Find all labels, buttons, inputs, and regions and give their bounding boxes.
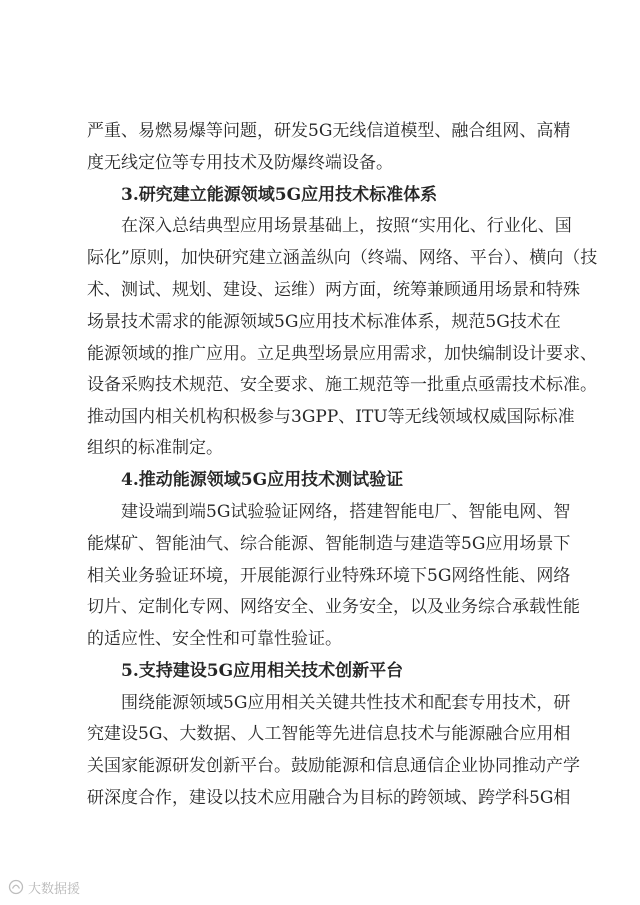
paragraph-line: 的适应性、安全性和可靠性验证。 xyxy=(87,629,342,649)
watermark-text: 大数据援 xyxy=(28,881,81,897)
paragraph-line: 在深入总结典型应用场景基础上，按照“实用化、行业化、国 xyxy=(121,216,572,236)
paragraph-line: 严重、易燃易爆等问题，研发5G无线信道模型、融合组网、高精 xyxy=(87,121,571,141)
section-heading: 4.推动能源领域5G应用技术测试验证 xyxy=(121,470,404,490)
paragraph-line: 推动国内相关机构积极参与3GPP、ITU等无线领域权威国际标准 xyxy=(87,407,575,427)
paragraph-line: 度无线定位等专用技术及防爆终端设备。 xyxy=(87,153,393,173)
logo-icon xyxy=(8,879,24,895)
paragraph-line: 组织的标准制定。 xyxy=(87,438,223,458)
section-heading: 3.研究建立能源领域5G应用技术标准体系 xyxy=(121,185,438,205)
paragraph-line: 设备采购技术规范、安全要求、施工规范等一批重点亟需技术标准。 xyxy=(87,375,597,395)
section-heading: 5.支持建设5G应用相关技术创新平台 xyxy=(121,661,404,681)
paragraph-line: 相关业务验证环境，开展能源行业特殊环境下5G网络性能、网络 xyxy=(87,566,571,586)
paragraph-line: 术、测试、规划、建设、运维）两方面，统筹兼顾通用场景和特殊 xyxy=(87,280,580,300)
paragraph-line: 能源领域的推广应用。立足典型场景应用需求，加快编制设计要求、 xyxy=(87,344,597,364)
paragraph-line: 场景技术需求的能源领域5G应用技术标准体系，规范5G技术在 xyxy=(87,312,561,332)
watermark xyxy=(8,877,80,897)
paragraph-line: 究建设5G、大数据、人工智能等先进信息技术与能源融合应用相 xyxy=(87,724,571,744)
paragraph-line: 研深度合作，建设以技术应用融合为目标的跨领域、跨学科5G相 xyxy=(87,788,571,808)
paragraph-line: 围绕能源领域5G应用相关关键共性技术和配套专用技术，研 xyxy=(121,693,571,713)
paragraph-line: 切片、定制化专网、网络安全、业务安全，以及业务综合承载性能 xyxy=(87,597,580,617)
paragraph-line: 际化”原则，加快研究建立涵盖纵向（终端、网络、平台）、横向（技 xyxy=(87,248,598,268)
paragraph-line: 建设端到端5G试验验证网络，搭建智能电厂、智能电网、智 xyxy=(121,502,571,522)
paragraph-line: 关国家能源研发创新平台。鼓励能源和信息通信企业协同推动产学 xyxy=(87,756,580,776)
paragraph-line: 能煤矿、智能油气、综合能源、智能制造与建造等5G应用场景下 xyxy=(87,534,571,554)
